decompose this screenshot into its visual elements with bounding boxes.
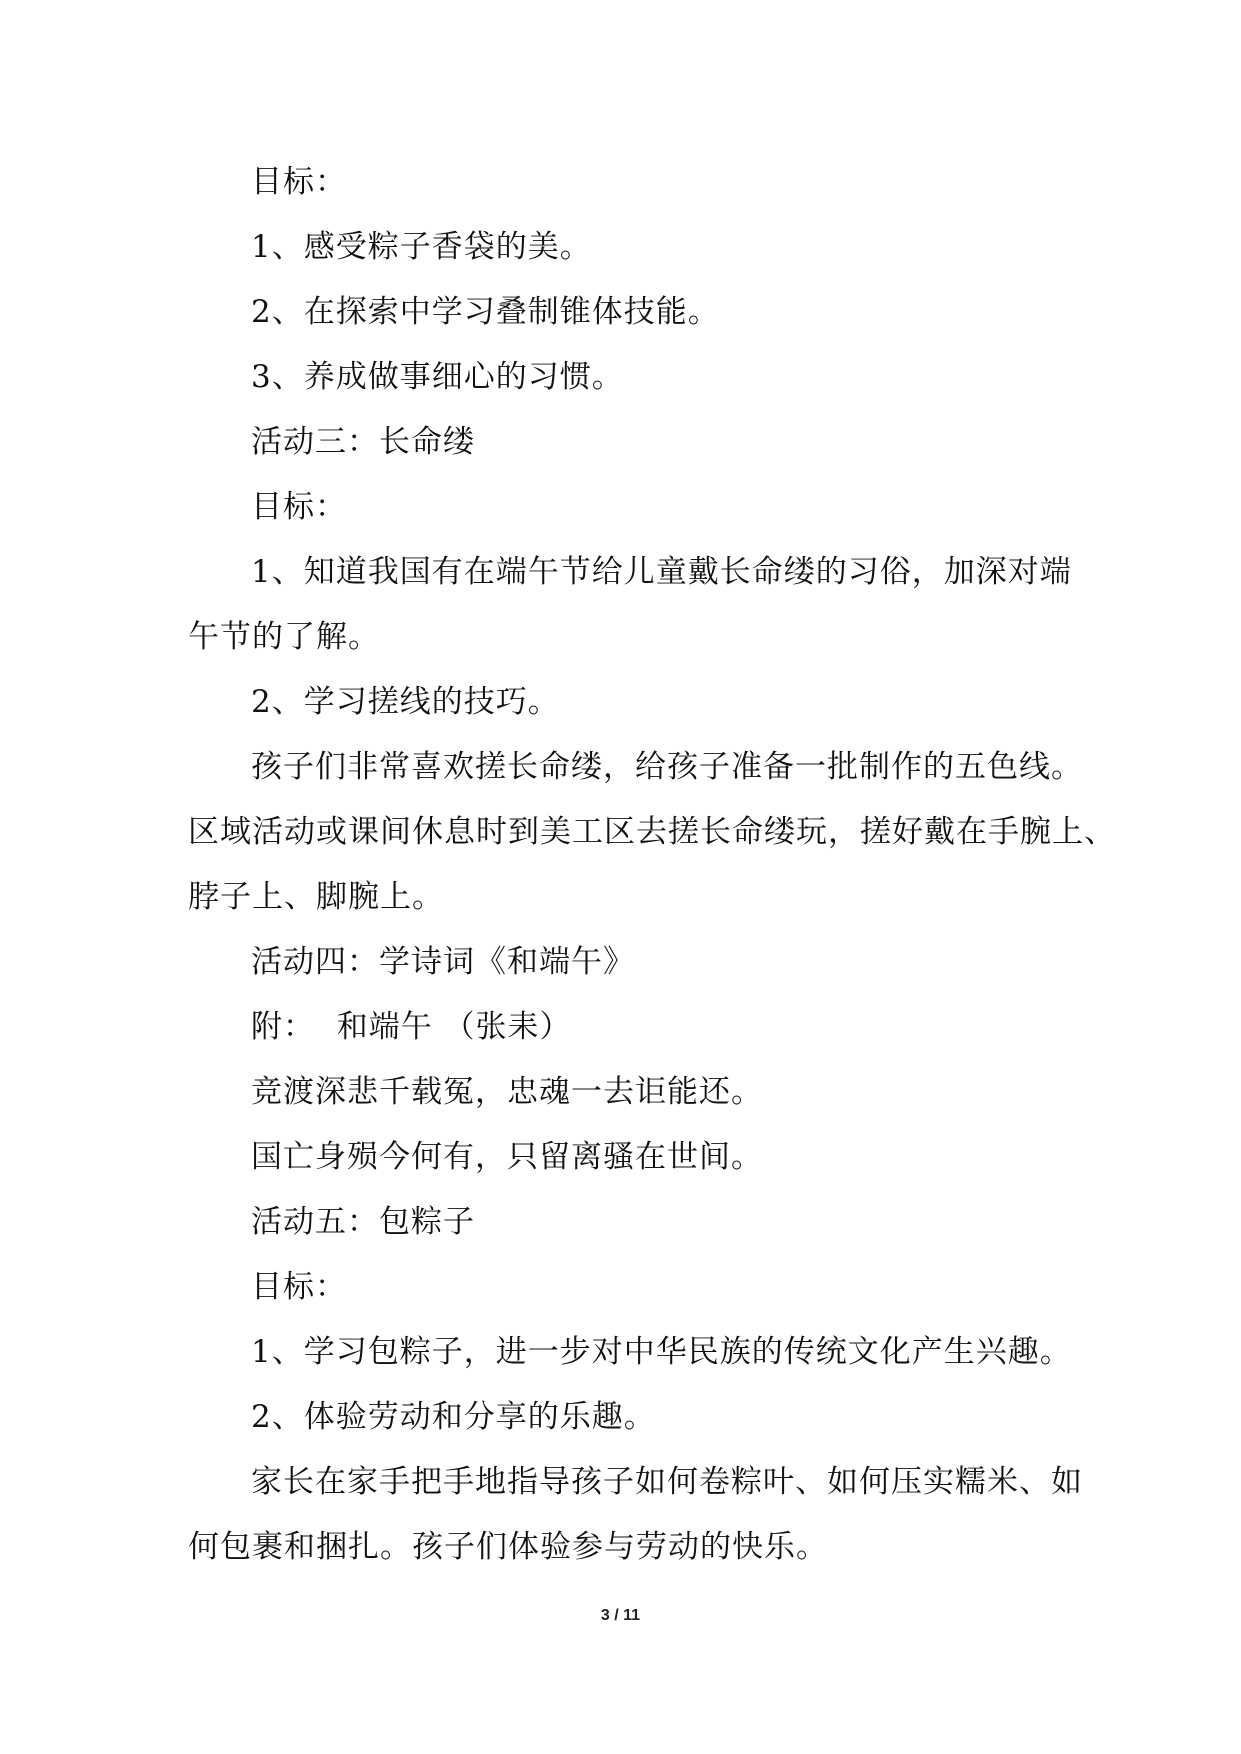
text-line-goal-3-2: 2、体验劳动和分享的乐趣。 bbox=[251, 1399, 656, 1435]
poem-attribution: 附： 和端午 （张耒） bbox=[251, 1009, 572, 1045]
text-line-goal-1-3: 3、养成做事细心的习惯。 bbox=[251, 359, 624, 395]
paragraph-line-1: 孩子们非常喜欢搓长命缕，给孩子准备一批制作的五色线。 bbox=[251, 749, 1083, 785]
text-line-goal-2-1-cont: 午节的了解。 bbox=[188, 619, 380, 655]
activity-five-heading: 活动五：包粽子 bbox=[251, 1204, 475, 1240]
text-line-goal-heading-1: 目标： bbox=[251, 164, 347, 200]
poem-line-2: 国亡身殒今何有，只留离骚在世间。 bbox=[251, 1139, 763, 1175]
page-number: 3 / 11 bbox=[600, 1607, 641, 1624]
paragraph-line-3: 脖子上、脚腕上。 bbox=[188, 879, 444, 915]
activity-three-heading: 活动三：长命缕 bbox=[251, 424, 475, 460]
activity-four-heading: 活动四：学诗词《和端午》 bbox=[251, 944, 635, 980]
paragraph-2-line-1: 家长在家手把手地指导孩子如何卷粽叶、如何压实糯米、如 bbox=[251, 1464, 1083, 1500]
paragraph-line-2: 区域活动或课间休息时到美工区去搓长命缕玩，搓好戴在手腕上、 bbox=[188, 814, 1116, 850]
paragraph-2-line-2: 何包裹和捆扎。孩子们体验参与劳动的快乐。 bbox=[188, 1529, 828, 1565]
poem-line-1: 竞渡深悲千载冤，忠魂一去讵能还。 bbox=[251, 1074, 763, 1110]
text-line-goal-1-2: 2、在探索中学习叠制锥体技能。 bbox=[251, 294, 720, 330]
text-line-goal-2-2: 2、学习搓线的技巧。 bbox=[251, 684, 560, 720]
text-line-goal-heading-3: 目标： bbox=[251, 1269, 347, 1305]
text-line-goal-heading-2: 目标： bbox=[251, 489, 347, 525]
text-line-goal-1-1: 1、感受粽子香袋的美。 bbox=[251, 229, 592, 265]
text-line-goal-2-1: 1、知道我国有在端午节给儿童戴长命缕的习俗，加深对端 bbox=[251, 554, 1072, 590]
text-line-goal-3-1: 1、学习包粽子，进一步对中华民族的传统文化产生兴趣。 bbox=[251, 1334, 1072, 1370]
